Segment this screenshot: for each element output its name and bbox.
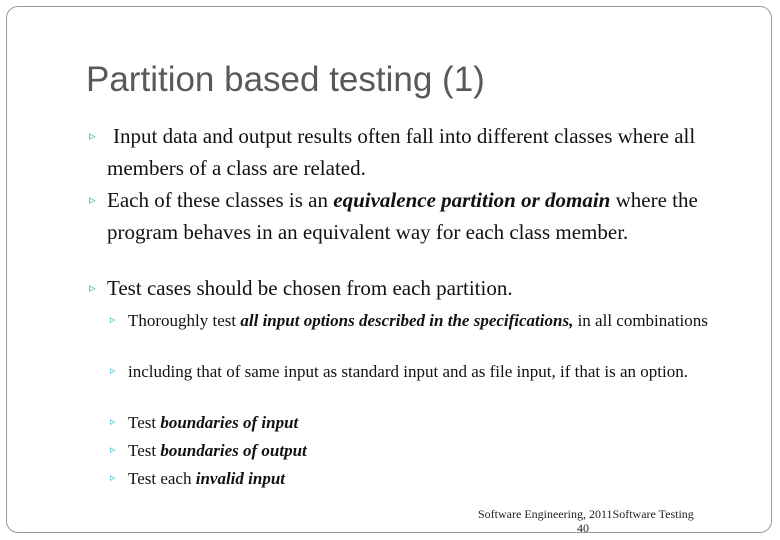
page-number: 40 bbox=[577, 521, 589, 535]
bullet-marker-icon: ▹ bbox=[89, 128, 96, 143]
bullet-marker-icon: ▹ bbox=[89, 280, 96, 295]
slide-title: Partition based testing (1) bbox=[86, 60, 485, 99]
subbullet-standard-and-file-input: ▹ including that of same input as standard input and as file input, if that is an option. bbox=[110, 359, 748, 384]
bullet-equivalence-partition: ▹ Each of these classes is an equivalence partition or domain where the program behaves in an equivalent way for each class member. bbox=[89, 184, 747, 248]
subbullet-boundaries-output: ▹ Test boundaries of output bbox=[110, 438, 748, 463]
bullet-test-cases-partition: ▹ Test cases should be chosen from each partition. bbox=[89, 272, 747, 304]
emphasis-all-input-options: all input options described in the specifications, bbox=[240, 311, 574, 330]
bullet-marker-icon: ▹ bbox=[110, 416, 116, 428]
subbullet-thoroughly-test: ▹ Thoroughly test all input options described in the specifications, in all combinations bbox=[110, 308, 748, 333]
footer-text: Software Engineering, 2011Software Testing bbox=[478, 507, 694, 521]
bullet-marker-icon: ▹ bbox=[110, 444, 116, 456]
emphasis-boundaries-output: boundaries of output bbox=[160, 441, 307, 460]
bullet-marker-icon: ▹ bbox=[110, 472, 116, 484]
emphasis-invalid-input: invalid input bbox=[195, 469, 285, 488]
bullet-input-output-classes: ▹ Input data and output results often fall into different classes where all members of a class are related. bbox=[89, 120, 747, 184]
emphasis-equivalence-partition: equivalence partition or domain bbox=[333, 188, 611, 212]
emphasis-boundaries-input: boundaries of input bbox=[160, 413, 299, 432]
bullet-marker-icon: ▹ bbox=[89, 192, 96, 207]
subbullet-invalid-input: ▹ Test each invalid input bbox=[110, 466, 748, 491]
bullet-marker-icon: ▹ bbox=[110, 365, 116, 377]
slide-footer bbox=[478, 507, 708, 535]
subbullet-boundaries-input: ▹ Test boundaries of input bbox=[110, 410, 748, 435]
bullet-marker-icon: ▹ bbox=[110, 314, 116, 326]
